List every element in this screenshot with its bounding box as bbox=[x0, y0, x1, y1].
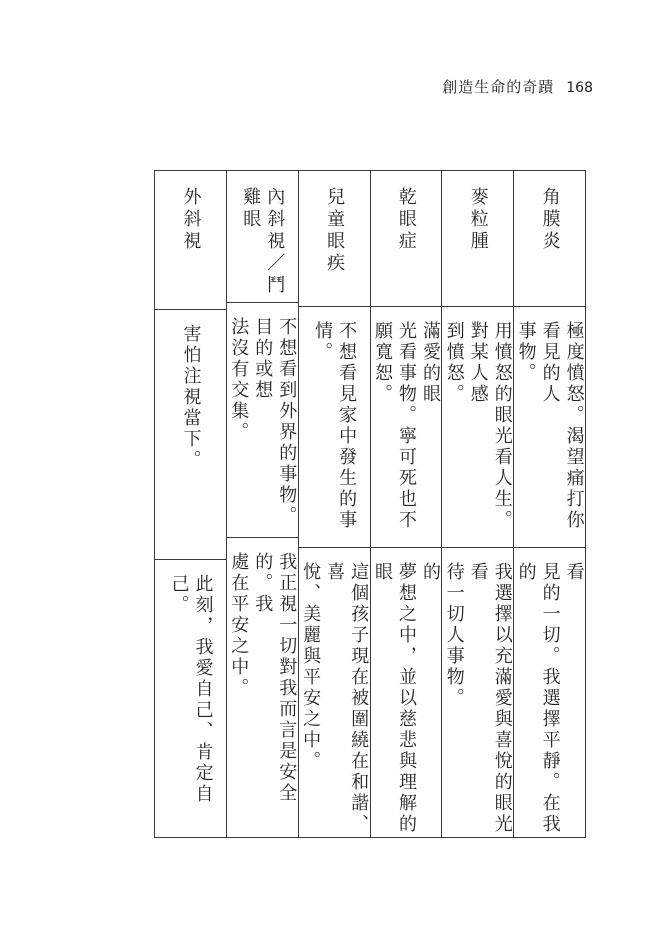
condition-cell bbox=[299, 171, 370, 307]
affirmation-cell bbox=[227, 538, 298, 837]
table-row-exotropia bbox=[155, 171, 227, 837]
new-thought-pattern: 的 夢想之中，並以慈悲與理解的眼 bbox=[371, 562, 441, 836]
probable-cause: 不想看到外界的事物。目的或想 法沒有交集。 bbox=[228, 316, 298, 527]
table-row-stye bbox=[442, 171, 514, 837]
condition-name: 角膜炎 bbox=[539, 187, 561, 253]
condition-cell bbox=[227, 171, 298, 303]
affirmation-cell bbox=[371, 548, 442, 837]
new-thought-pattern: 看 見的一切。我選擇平靜。在我的 bbox=[515, 562, 585, 836]
condition-cell bbox=[155, 171, 226, 310]
eye-conditions-table bbox=[154, 170, 586, 838]
probable-cause: 害怕注視當下。 bbox=[180, 324, 202, 472]
probable-cause: 極度憤怒。渴望痛打你看見的人 事物。 bbox=[515, 320, 585, 531]
affirmation-cell bbox=[299, 548, 370, 837]
condition-name: 乾眼症 bbox=[395, 187, 417, 253]
cause-cell bbox=[442, 307, 513, 549]
cause-cell bbox=[514, 307, 585, 549]
probable-cause: 用憤怒的眼光看人生。對某人感 到憤怒。 bbox=[443, 320, 513, 531]
new-thought-pattern: 我選擇以充滿愛與喜悅的眼光看 待一切人事物。 bbox=[443, 562, 513, 836]
probable-cause: 滿愛的眼 光看事物。寧可死也不願寬恕。 bbox=[371, 320, 441, 531]
condition-name: 外斜視 bbox=[180, 187, 202, 253]
affirmation-cell bbox=[514, 548, 585, 837]
table-row-childrens-eye-disease bbox=[299, 171, 371, 837]
new-thought-pattern: 此刻，我愛自己、肯定自己。 bbox=[168, 573, 214, 805]
condition-cell bbox=[514, 171, 585, 307]
cause-cell bbox=[299, 307, 370, 549]
table-row-keratitis bbox=[514, 171, 585, 837]
affirmation-cell bbox=[442, 548, 513, 837]
cause-cell bbox=[371, 307, 442, 549]
table-row-dry-eye bbox=[371, 171, 443, 837]
affirmation-cell bbox=[155, 560, 226, 837]
page-number: 168 bbox=[566, 80, 593, 96]
condition-cell bbox=[442, 171, 513, 307]
cause-cell bbox=[227, 303, 298, 538]
new-thought-pattern: 我正視一切對我而言是安全的。我 處在平安之中。 bbox=[228, 551, 298, 804]
running-header bbox=[442, 76, 593, 97]
probable-cause: 不想看見家中發生的事情。 bbox=[312, 320, 358, 531]
new-thought-pattern: 這個孩子現在被圍繞在和諧、喜 悅、美麗與平安之中。 bbox=[300, 562, 370, 836]
condition-name: 兒童眼疾 bbox=[324, 187, 346, 275]
condition-name: 內斜視／鬥雞眼 bbox=[240, 187, 286, 297]
cause-cell bbox=[155, 310, 226, 559]
condition-cell bbox=[371, 171, 442, 307]
condition-name: 麥粒腫 bbox=[467, 187, 489, 253]
chapter-title: 創造生命的奇蹟 bbox=[442, 78, 555, 96]
table-row-esotropia bbox=[227, 171, 299, 837]
